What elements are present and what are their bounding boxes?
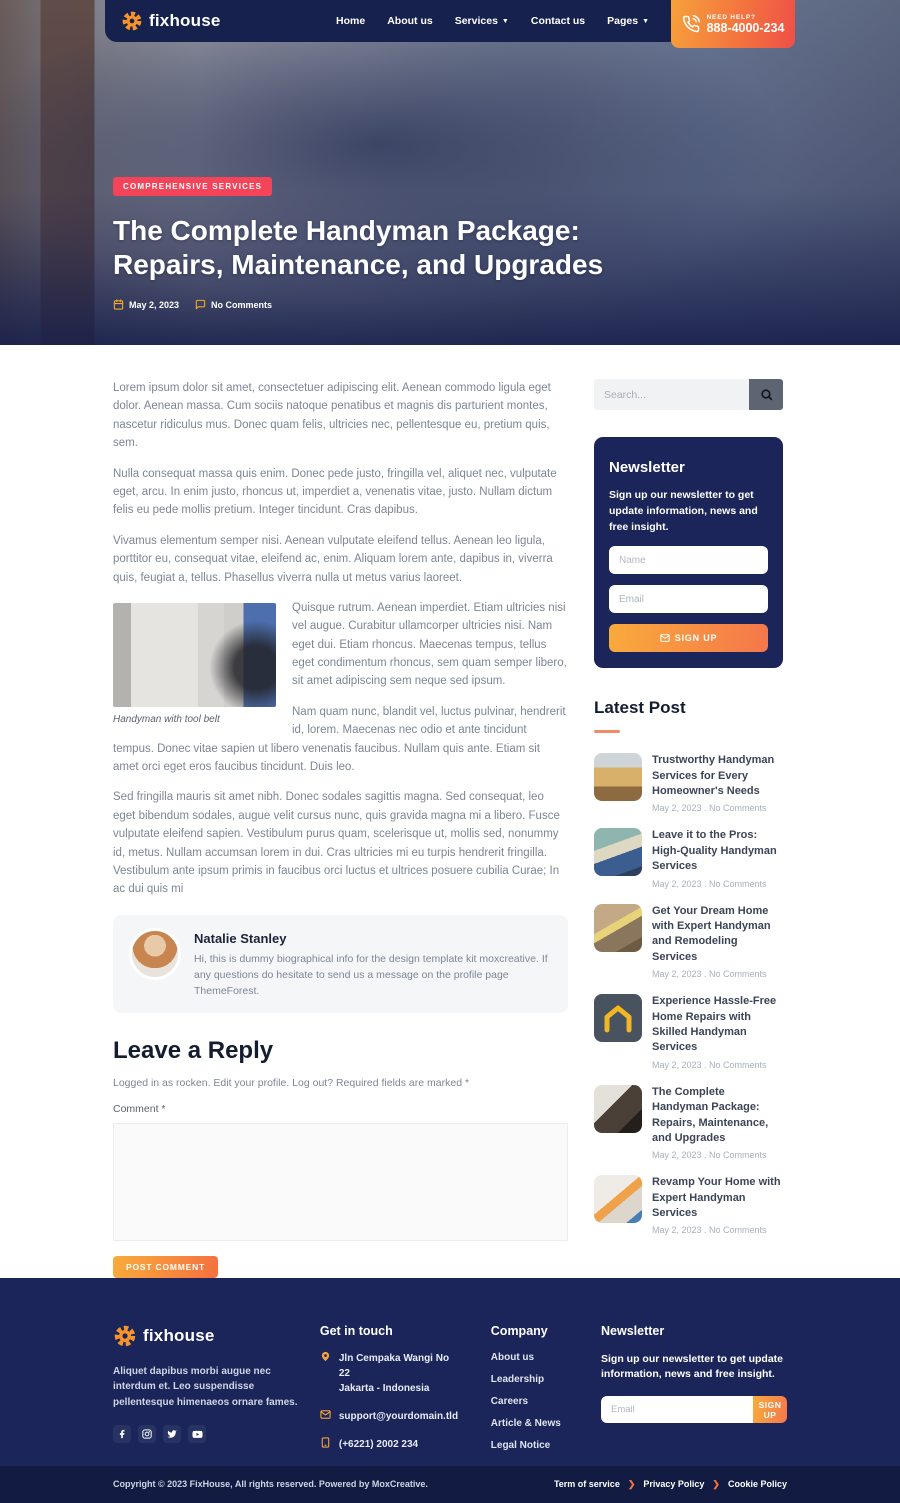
brand-logo[interactable] (121, 10, 221, 32)
author-name: Natalie Stanley (194, 930, 287, 946)
footer-email-input[interactable] (601, 1396, 753, 1423)
post-comment-button[interactable]: POST COMMENT (113, 1256, 218, 1278)
search-widget (594, 379, 783, 410)
post-item-meta: May 2, 2023 . No Comments (652, 1150, 767, 1161)
phone-item[interactable]: (+6221) 2002 234 (320, 1437, 463, 1452)
article-paragraph: Quisque rutrum. Aenean imperdiet. Etiam ultricies nisi vel augue. Curabitur ullamcorper ultricies nisi. Nam eget dui. Etiam rhoncus. Maecenas tempus, tellus eget condimentum rhoncus, sem quam semper libero, sit amet adipiscing sem neque sed ipsum. (292, 601, 567, 688)
page-title: The Complete Handyman Package: Repairs, Maintenance, and Upgrades (113, 215, 604, 280)
footer-brand-logo[interactable] (113, 1324, 314, 1348)
list-item[interactable] (594, 828, 783, 888)
newsletter-title: Newsletter (609, 459, 685, 476)
post-thumbnail (594, 904, 642, 952)
footer-link-article-news[interactable]: Article & News (490, 1417, 561, 1429)
top-navigation (105, 0, 795, 48)
chevron-down-icon: ▼ (501, 17, 509, 25)
footer-link-leadership[interactable]: Leadership (490, 1373, 545, 1385)
email-item[interactable]: support@yourdomain.tld (320, 1409, 463, 1424)
latest-post-title: Latest Post (594, 698, 686, 718)
article-paragraph: Lorem ipsum dolor sit amet, consectetuer adipiscing elit. Aenean commodo ligula eget dolor. Aenean massa. Cum sociis natoque penatibus et magnis dis parturient montes, nascetur ridiculus mus. Donec quam felis, ultricies nec, pellentesque eu, pretium quis, sem. (113, 382, 551, 450)
list-item[interactable] (594, 1085, 783, 1161)
author-box (113, 915, 568, 1013)
gear-logo-icon (121, 10, 143, 32)
youtube-icon[interactable] (188, 1425, 206, 1443)
post-item-title: Get Your Dream Home with Expert Handyman and Remodeling Services (652, 904, 771, 963)
main-content (0, 345, 900, 1278)
link-privacy-policy[interactable]: Privacy Policy (643, 1479, 705, 1490)
brand-name: fixhouse (149, 11, 221, 30)
post-thumbnail (594, 1085, 642, 1133)
author-bio: Hi, this is dummy biographical info for the design template kit moxcreative. If any questions do hesitate to send us a message on the profile page ThemeForest. (194, 952, 548, 998)
title-underline (594, 730, 620, 733)
social-links (113, 1425, 314, 1443)
article-figure (113, 603, 276, 725)
calendar-icon (113, 299, 124, 310)
comment-label: Comment * (113, 1102, 166, 1115)
need-help-label: NEED HELP? (706, 13, 756, 21)
instagram-icon[interactable] (138, 1425, 156, 1443)
footer-newsletter-text: Sign up our newsletter to get update information, news and free insight. (601, 1352, 784, 1381)
link-term-of-service[interactable]: Term of service (553, 1479, 620, 1490)
article-body (113, 379, 568, 899)
newsletter-signup-button[interactable]: SIGN UP (609, 624, 768, 652)
legal-links (554, 1479, 787, 1490)
get-in-touch-title: Get in touch (319, 1323, 393, 1338)
post-item-meta: May 2, 2023 . No Comments (652, 878, 767, 889)
leave-reply-title: Leave a Reply (113, 1036, 274, 1064)
post-item-meta: May 2, 2023 . No Comments (652, 1225, 767, 1236)
nav-home[interactable]: Home (336, 15, 366, 27)
copyright-text: Copyright © 2023 FixHouse, All rights reserved. Powered by MoxCreative. (113, 1479, 428, 1490)
help-phone-number: 888-4000-234 (706, 20, 785, 35)
post-item-title: The Complete Handyman Package: Repairs, Maintenance, and Upgrades (652, 1085, 769, 1144)
mail-icon (320, 1409, 331, 1420)
post-thumbnail (594, 1175, 642, 1223)
nav-pages[interactable]: Pages ▼ (607, 15, 649, 27)
post-date: May 2, 2023 (113, 299, 179, 310)
latest-post-list (594, 753, 783, 1235)
phone-icon (320, 1437, 331, 1448)
main-nav (336, 15, 671, 27)
article-paragraph: Nam quam nunc, blandit vel, luctus pulvinar, hendrerit id, lorem. Maecenas nec odio et ante tincidunt tempus. Donec vitae sapien ut libero venenatis faucibus. Nullam quis ante. Etiam sit amet orci eget eros faucibus tincidunt. Duis leo. (113, 705, 566, 774)
footer-brand-name: fixhouse (143, 1325, 215, 1345)
footer-link-legal-notice[interactable]: Legal Notice (490, 1439, 551, 1451)
twitter-icon[interactable] (163, 1425, 181, 1443)
list-item[interactable] (594, 904, 783, 980)
search-input[interactable] (594, 379, 749, 410)
list-item[interactable] (594, 994, 783, 1070)
newsletter-text: Sign up our newsletter to get update information, news and free insight. (609, 489, 758, 533)
article-image (113, 603, 276, 707)
footer (0, 1278, 900, 1466)
footer-newsletter-title: Newsletter (601, 1323, 665, 1338)
company-title: Company (490, 1323, 548, 1338)
house-outline-icon (601, 1003, 635, 1033)
newsletter-widget (594, 437, 783, 668)
hero-section (0, 0, 900, 345)
newsletter-name-input[interactable] (609, 546, 768, 574)
author-avatar (129, 928, 181, 980)
nav-services[interactable]: Services ▼ (454, 15, 509, 27)
footer-signup-button[interactable]: SIGN UP (753, 1396, 787, 1423)
chevron-down-icon: ▼ (642, 17, 649, 25)
footer-link-about-us[interactable]: About us (490, 1351, 535, 1363)
address-item: Jln Cempaka Wangi No 22 Jakarta - Indonesia (320, 1351, 463, 1396)
category-badge[interactable]: COMPREHENSIVE SERVICES (113, 177, 272, 196)
post-item-title: Revamp Your Home with Expert Handyman Services (652, 1176, 781, 1220)
list-item[interactable] (594, 753, 783, 813)
mail-icon (660, 633, 670, 643)
gear-logo-icon (113, 1324, 137, 1348)
nav-about-us[interactable]: About us (387, 15, 433, 27)
post-thumbnail (594, 753, 642, 801)
post-item-meta: May 2, 2023 . No Comments (652, 1059, 767, 1070)
footer-brand-text: Aliquet dapibus morbi augue nec interdum et. Leo suspendisse pellentesque himenaeos ornare fames. (113, 1365, 298, 1408)
post-thumbnail (594, 828, 642, 876)
post-item-title: Trustworthy Handyman Services for Every Homeowner's Needs (652, 754, 775, 798)
image-caption: Handyman with tool belt (113, 713, 220, 725)
need-help-phone-button[interactable] (671, 0, 795, 48)
chevron-right-icon: ❯ (627, 1478, 636, 1489)
footer-bottom-bar (0, 1466, 900, 1503)
post-comments[interactable]: No Comments (195, 299, 272, 310)
footer-link-careers[interactable]: Careers (490, 1395, 529, 1407)
article-paragraph: Sed fringilla mauris sit amet nibh. Donec sodales sagittis magna. Sed consequat, leo eget bibendum sodales, augue velit cursus nunc, quis gravida magna mi a libero. Fusce vulputate eleifend sapien. Vestibulum purus quam, scelerisque ut, mollis sed, nonummy id, metus. Nullam accumsan lorem in dui. Cras ultricies mi eu turpis hendrerit fringilla. Vestibulum ante ipsum primis in faucibus orci luctus et ultrices posuere cubilia Curae; In ac dui quis mi (113, 791, 560, 896)
post-item-title: Leave it to the Pros: High-Quality Handyman Services (652, 829, 777, 873)
phone-call-icon (682, 15, 700, 33)
newsletter-email-input[interactable] (609, 585, 768, 613)
nav-contact-us[interactable]: Contact us (530, 15, 586, 27)
facebook-icon[interactable] (113, 1425, 131, 1443)
article-paragraph: Nulla consequat massa quis enim. Donec pede justo, fringilla vel, aliquet nec, vulputate eget, arcu. In enim justo, rhoncus ut, imperdiet a, venenatis vitae, justo. Nullam dictum felis eu pede mollis pretium. Integer tincidunt. Cras dapibus. (113, 467, 557, 517)
logged-in-text[interactable]: Logged in as rocken. Edit your profile. Log out? Required fields are marked * (113, 1076, 470, 1089)
search-icon (760, 388, 773, 401)
post-item-title: Experience Hassle-Free Home Repairs with Skilled Handyman Services (652, 995, 777, 1054)
post-item-meta: May 2, 2023 . No Comments (652, 969, 767, 980)
list-item[interactable] (594, 1175, 783, 1235)
comment-icon (195, 299, 206, 310)
post-item-meta: May 2, 2023 . No Comments (652, 803, 767, 814)
chevron-right-icon: ❯ (712, 1478, 720, 1489)
search-button[interactable] (749, 379, 783, 410)
map-pin-icon (320, 1351, 331, 1362)
post-thumbnail (594, 994, 642, 1042)
link-cookie-policy[interactable]: Cookie Policy (727, 1479, 787, 1490)
comment-textarea[interactable] (113, 1123, 568, 1241)
article-paragraph: Vivamus elementum semper nisi. Aenean vulputate eleifend tellus. Aenean leo ligula, porttitor eu, consequat vitae, eleifend ac, enim. Aliquam lorem ante, dapibus in, viverra quis, feugiat a, tellus. Phasellus viverra nulla ut metus varius laoreet. (113, 534, 553, 584)
post-meta (113, 299, 673, 310)
